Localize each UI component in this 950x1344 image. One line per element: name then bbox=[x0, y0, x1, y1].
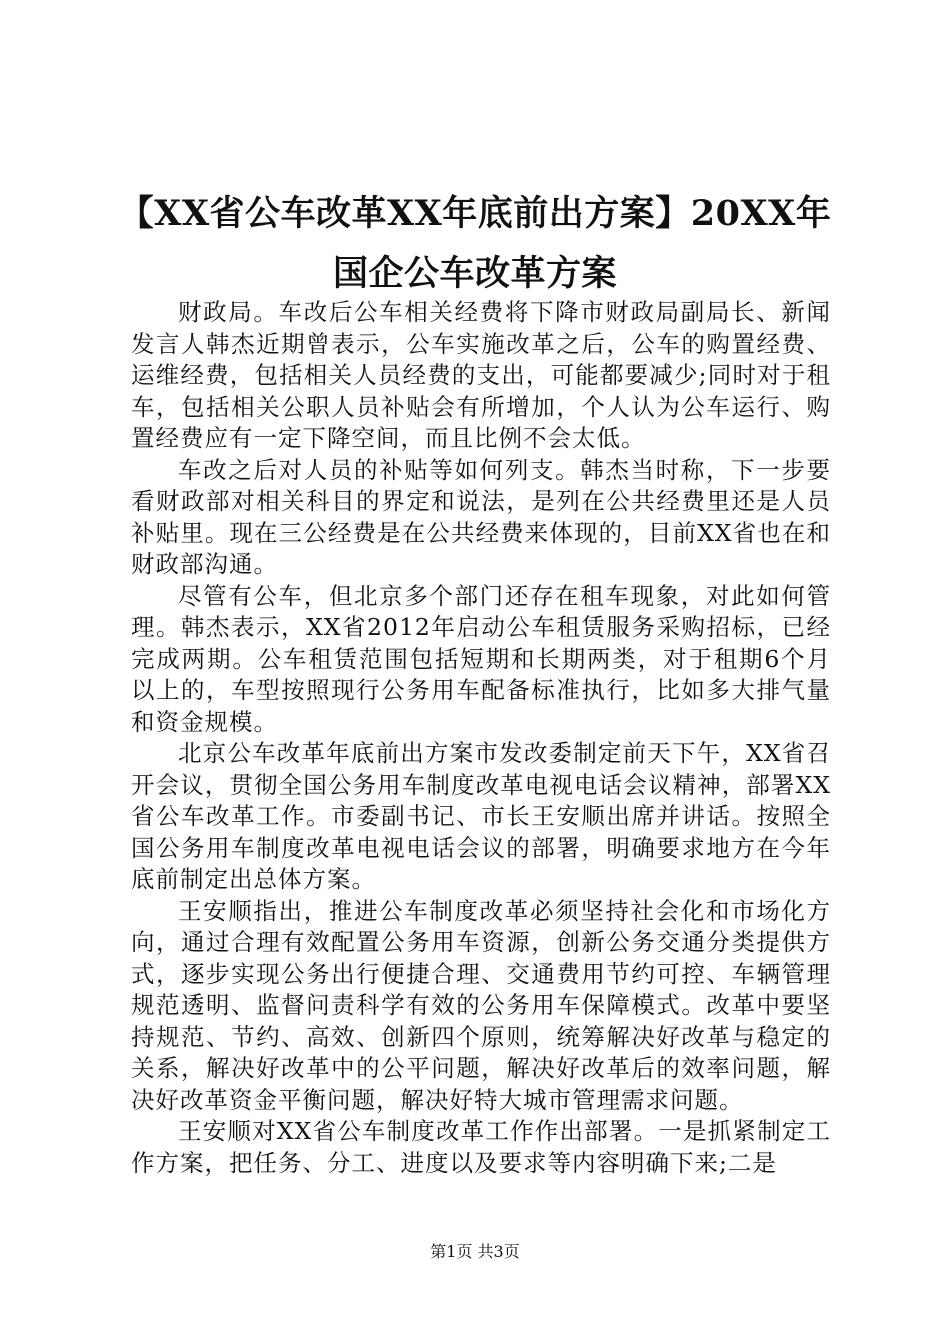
paragraph: 车改之后对人员的补贴等如何列支。韩杰当时称，下一步要看财政部对相关科目的界定和说法，是列在公共经费里还是人员补贴里。现在三公经费是在公共经费来体现的，目前XX省也在和财政部沟通。 bbox=[131, 455, 831, 578]
document-body bbox=[131, 297, 831, 1179]
paragraph: 王安顺指出，推进公车制度改革必须坚持社会化和市场化方向，通过合理有效配置公务用车资源，创新公务交通分类提供方式，逐步实现公务出行便捷合理、交通费用节约可控、车辆管理规范透明、监督问责科学有效的公务用车保障模式。改革中要坚持规范、节约、高效、创新四个原则，统筹解决好改革与稳定的关系，解决好改革中的公平问题，解决好改革后的效率问题，解决好改革资金平衡问题，解决好特大城市管理需求问题。 bbox=[131, 896, 831, 1114]
paragraph: 尽管有公车，但北京多个部门还存在租车现象，对此如何管理。韩杰表示，XX省2012年启动公车租赁服务采购招标，已经完成两期。公车租赁范围包括短期和长期两类，对于租期6个月以上的，车型按照现行公务用车配备标准执行，比如多大排气量和资金规模。 bbox=[131, 581, 831, 736]
paragraph: 财政局。车改后公车相关经费将下降市财政局副局长、新闻发言人韩杰近期曾表示，公车实施改革之后，公车的购置经费、运维经费，包括相关人员经费的支出，可能都要减少;同时对于租车，包括相关公职人员补贴会有所增加，个人认为公车运行、购置经费应有一定下降空间，而且比例不会太低。 bbox=[131, 298, 831, 452]
paragraph: 北京公车改革年底前出方案市发改委制定前天下午，XX省召开会议，贯彻全国公务用车制度改革电视电话会议精神，部署XX省公车改革工作。市委副书记、市长王安顺出席并讲话。按照全国公务用车制度改革电视电话会议的部署，明确要求地方在今年底前制定出总体方案。 bbox=[131, 739, 831, 893]
page-footer: 第1页 共3页 bbox=[430, 1242, 520, 1261]
document-title: 【XX省公车改革XX年底前出方案】20XX年国企公车改革方案 bbox=[118, 193, 832, 294]
paragraph: 王安顺对XX省公车制度改革工作作出部署。一是抓紧制定工作方案，把任务、分工、进度以及要求等内容明确下来;二是 bbox=[131, 1117, 831, 1177]
